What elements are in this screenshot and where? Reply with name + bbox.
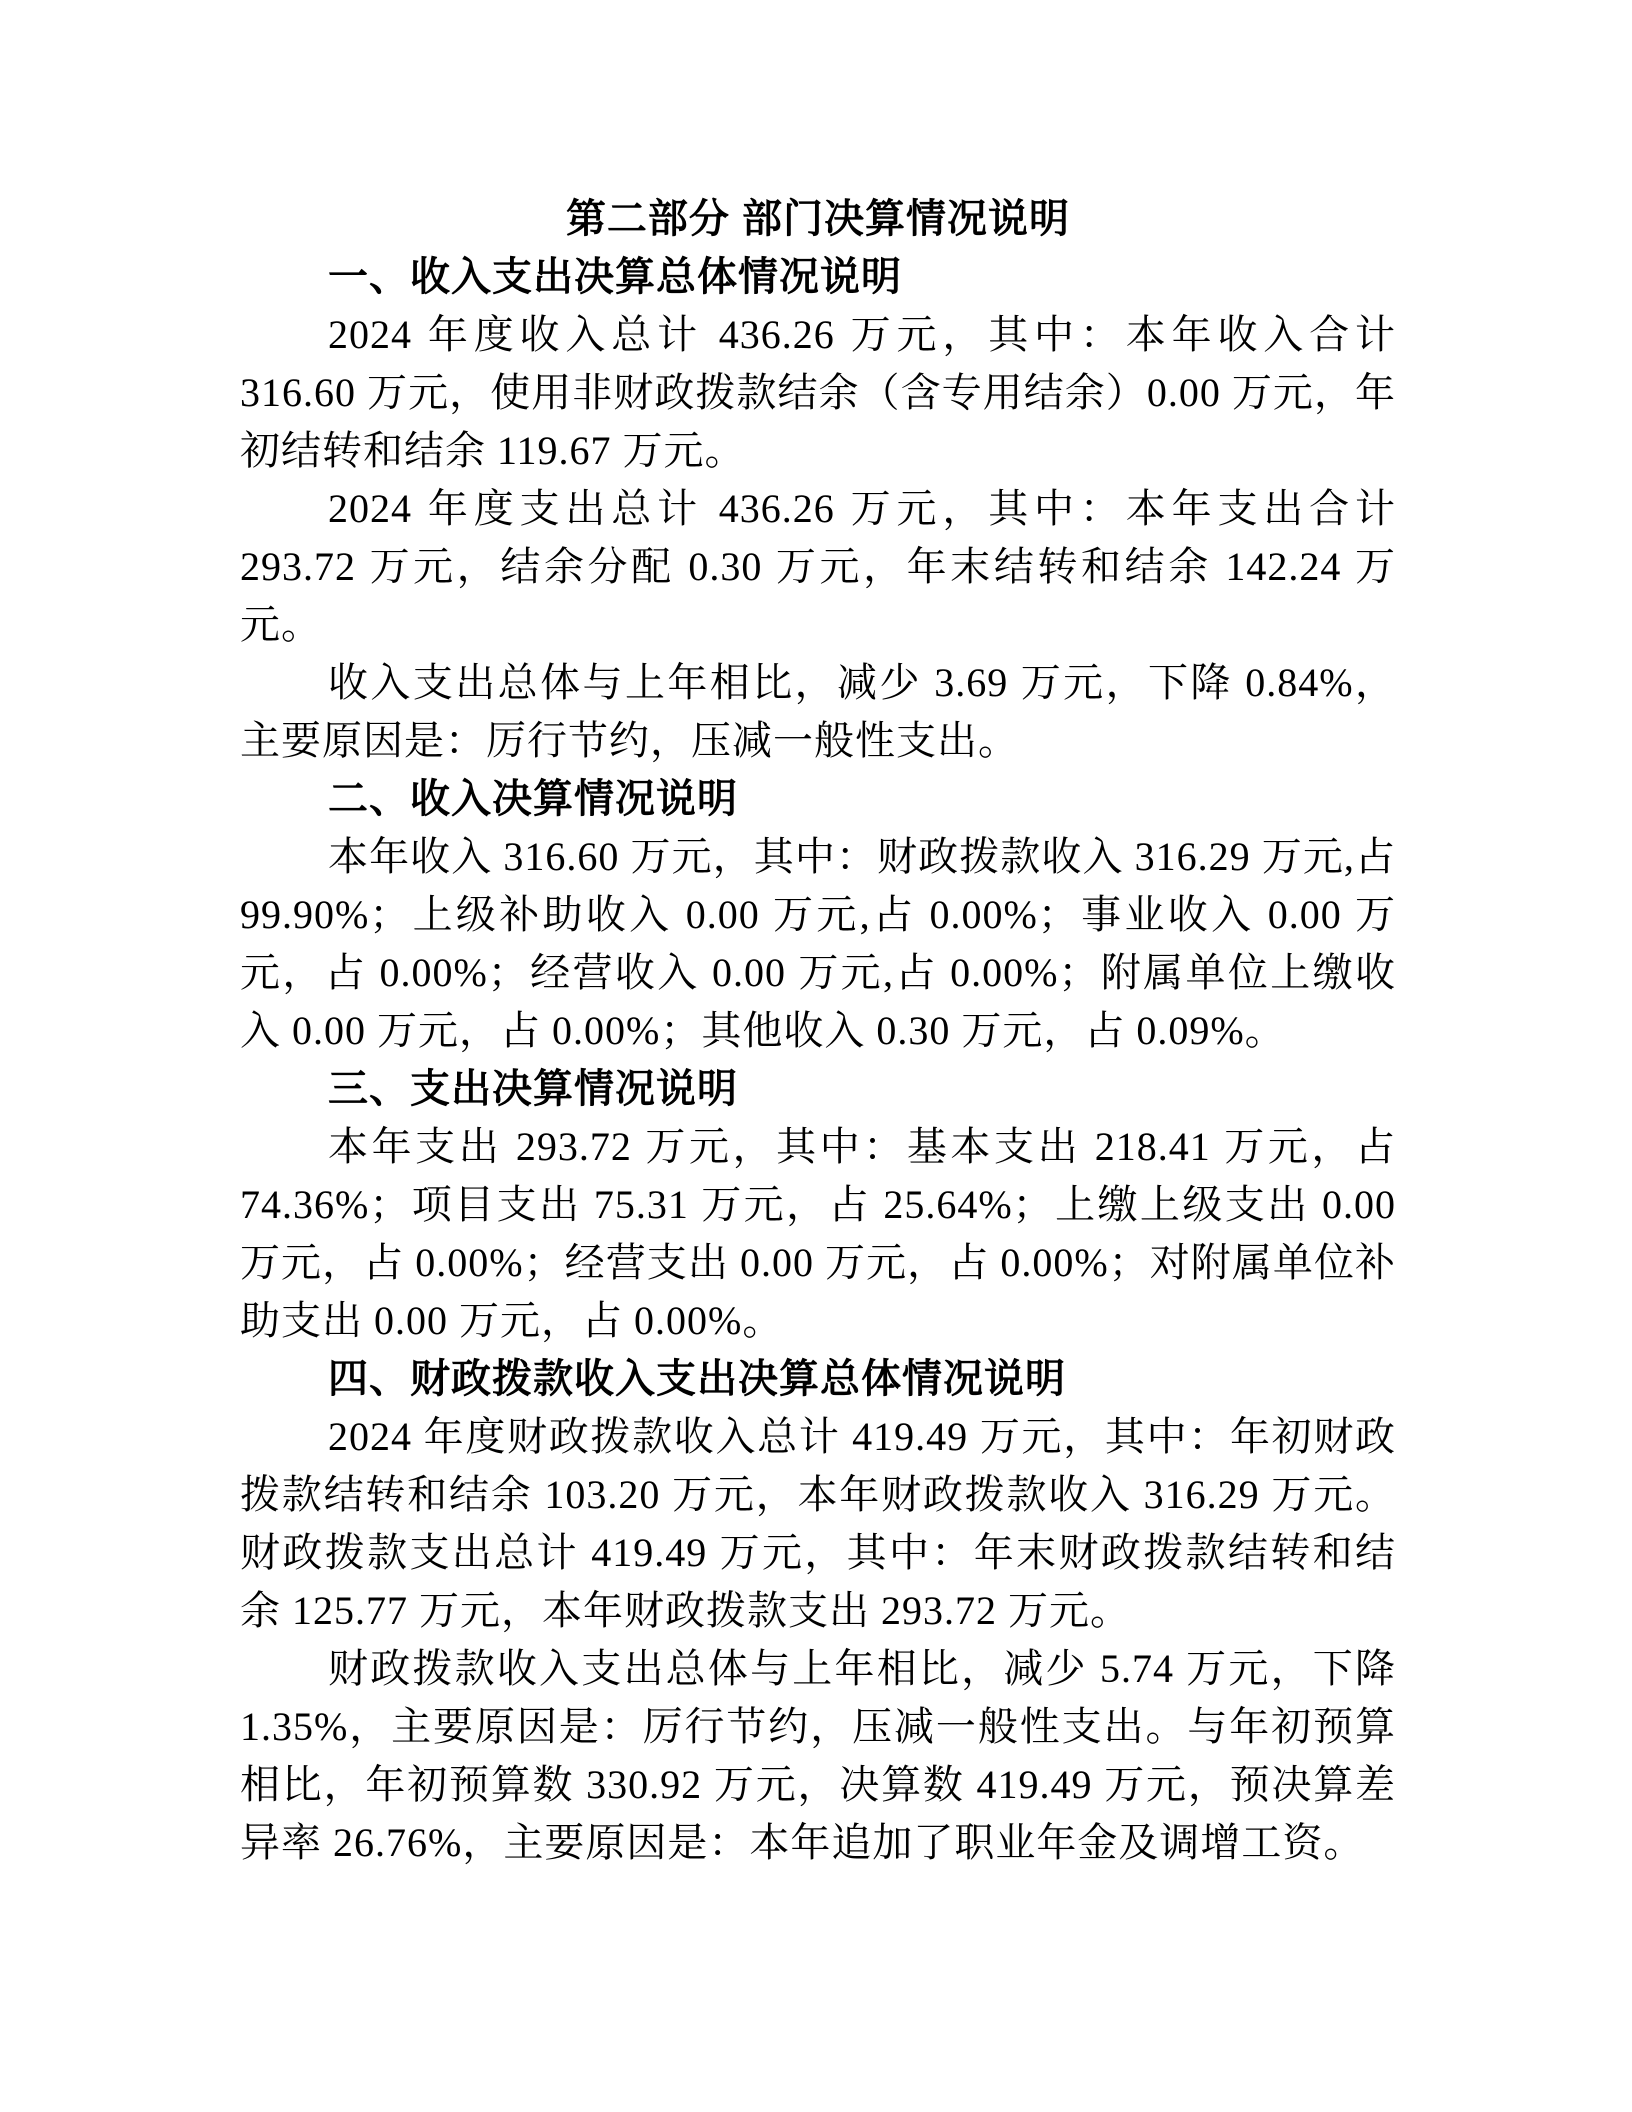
- section-heading: 四、财政拨款收入支出决算总体情况说明: [328, 1357, 1066, 1401]
- paragraph: 2024 年度财政拨款收入总计 419.49 万元，其中：年初财政拨款结转和结余 103.20 万元，本年财政拨款收入 316.29 万元。财政拨款支出总计 419.49 万元，其中：年末财政拨款结转和结余 125.77 万元，本年财政拨款支出 293.72 万元。: [240, 1414, 1396, 1633]
- section-income-final-accounts: [240, 770, 1396, 1060]
- paragraph: 收入支出总体与上年相比，减少 3.69 万元，下降 0.84%，主要原因是：厉行节约，压减一般性支出。: [240, 660, 1396, 763]
- paragraph: 本年收入 316.60 万元，其中：财政拨款收入 316.29 万元,占 99.90%；上级补助收入 0.00 万元,占 0.00%；事业收入 0.00 万元，占 0.00%；经营收入 0.00 万元,占 0.00%；附属单位上缴收入 0.00 万元，占 0.00%；其他收入 0.30 万元，占 0.09%。: [240, 834, 1396, 1053]
- section-expenditure-final-accounts: [240, 1060, 1396, 1350]
- section-overall-income-expenditure: [240, 248, 1396, 770]
- paragraph: 2024 年度支出总计 436.26 万元，其中：本年支出合计 293.72 万元，结余分配 0.30 万元，年末结转和结余 142.24 万元。: [240, 486, 1396, 647]
- section-heading: 二、收入决算情况说明: [328, 777, 738, 821]
- paragraph: 财政拨款收入支出总体与上年相比，减少 5.74 万元，下降 1.35%，主要原因是：厉行节约，压减一般性支出。与年初预算相比，年初预算数 330.92 万元，决算数 419.49 万元，预决算差异率 26.76%，主要原因是：本年追加了职业年金及调增工资。: [240, 1646, 1396, 1865]
- section-heading: 三、支出决算情况说明: [328, 1067, 738, 1111]
- paragraph: 2024 年度收入总计 436.26 万元，其中：本年收入合计 316.60 万元，使用非财政拨款结余（含专用结余）0.00 万元，年初结转和结余 119.67 万元。: [240, 312, 1396, 473]
- section-heading: 一、收入支出决算总体情况说明: [328, 255, 902, 299]
- paragraph: 本年支出 293.72 万元，其中：基本支出 218.41 万元，占 74.36%；项目支出 75.31 万元，占 25.64%；上缴上级支出 0.00 万元，占 0.00%；经营支出 0.00 万元，占 0.00%；对附属单位补助支出 0.00 万元，占 0.00%。: [240, 1124, 1396, 1343]
- page-title: 第二部分 部门决算情况说明: [565, 197, 1071, 241]
- section-fiscal-appropriation-overview: [240, 1350, 1396, 1872]
